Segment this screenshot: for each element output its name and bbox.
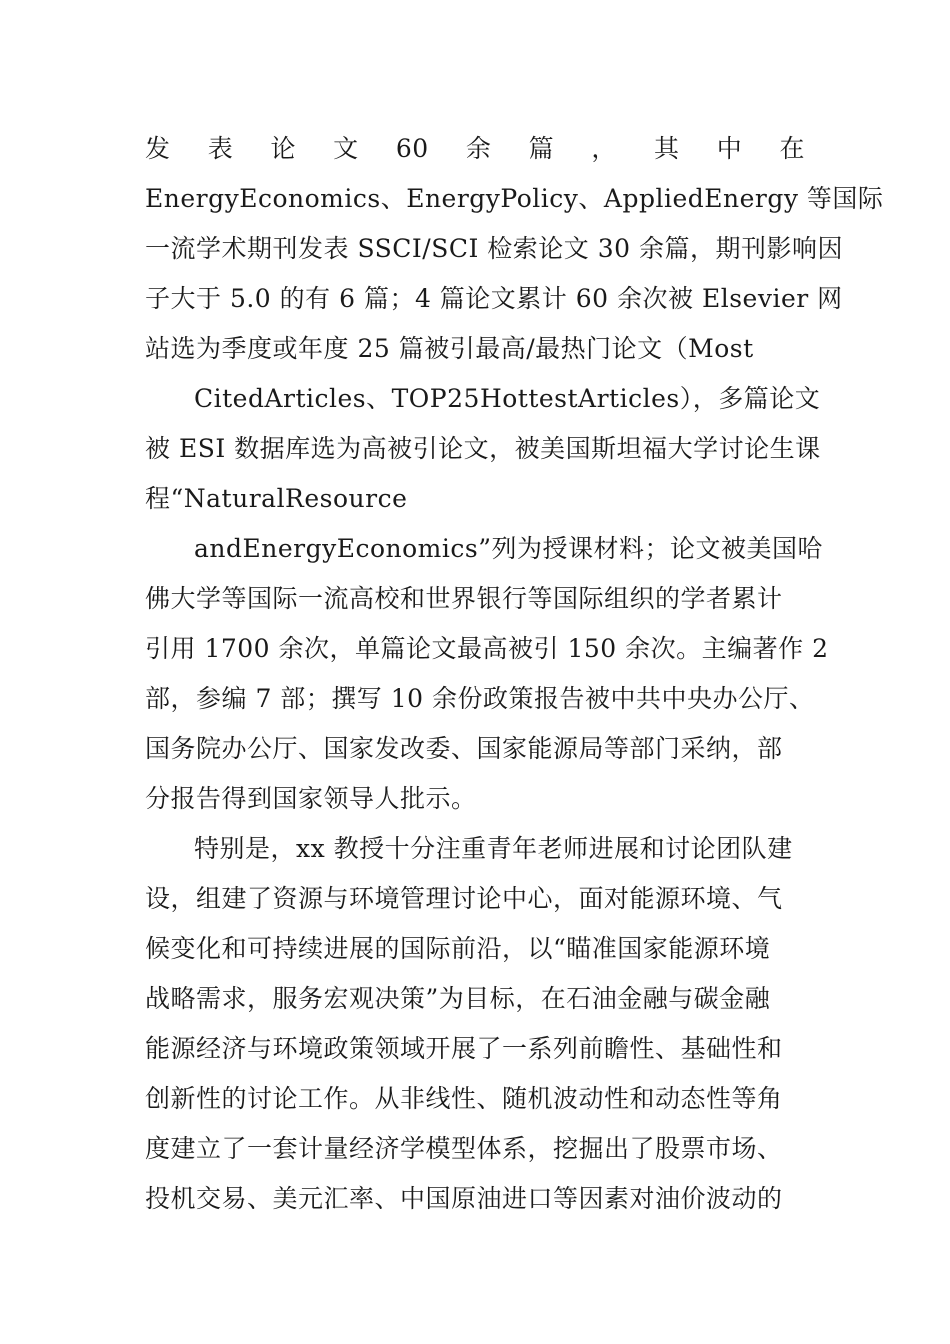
paragraph-line: 特别是，xx 教授十分注重青年老师进展和讨论团队建 xyxy=(194,834,793,863)
text-token: 表 xyxy=(207,134,234,163)
paragraph-line: CitedArticles、TOP25HottestArticles），多篇论文 xyxy=(194,384,821,413)
text-token: 余 xyxy=(465,134,492,163)
paragraph-line: 部，参编 7 部；撰写 10 余份政策报告被中共中央办公厅、 xyxy=(145,684,815,713)
text-token: 60 xyxy=(395,134,429,163)
paragraph-line: 战略需求，服务宏观决策”为目标，在石油金融与碳金融 xyxy=(145,984,771,1013)
paragraph-line: 国务院办公厅、国家发改委、国家能源局等部门采纳，部 xyxy=(145,734,783,763)
text-token: 其 xyxy=(654,134,680,163)
text-token: 篇 xyxy=(528,134,555,163)
paragraph-line: 佛大学等国际一流高校和世界银行等国际组织的学者累计 xyxy=(145,584,783,613)
paragraph-line: 设，组建了资源与环境管理讨论中心，面对能源环境、气 xyxy=(145,884,783,913)
text-token: 在 xyxy=(779,134,805,163)
text-token: 中 xyxy=(716,134,743,163)
paragraph-line: 候变化和可持续进展的国际前沿，以“瞄准国家能源环境 xyxy=(145,934,771,963)
paragraph-line: 站选为季度或年度 25 篇被引最高/最热门论文（Most xyxy=(145,334,754,363)
paragraph-line: 能源经济与环境政策领域开展了一系列前瞻性、基础性和 xyxy=(145,1034,783,1063)
paragraph-line: 引用 1700 余次，单篇论文最高被引 150 余次。主编著作 2 xyxy=(145,634,829,663)
paragraph-line: 投机交易、美元汇率、中国原油进口等因素对油价波动的 xyxy=(145,1184,783,1213)
paragraph-line: 程“NaturalResource xyxy=(145,484,408,513)
paragraph-line: 被 ESI 数据库选为高被引论文，被美国斯坦福大学讨论生课 xyxy=(145,434,821,463)
paragraph-line: 子大于 5.0 的有 6 篇；4 篇论文累计 60 余次被 Elsevier 网 xyxy=(145,284,843,313)
paragraph-line: 分报告得到国家领导人批示。 xyxy=(145,784,477,813)
paragraph-line xyxy=(145,133,805,165)
paragraph-line: 度建立了一套计量经济学模型体系，挖掘出了股票市场、 xyxy=(145,1134,783,1163)
text-token: 发 xyxy=(145,134,171,163)
paragraph-line: andEnergyEconomics”列为授课材料；论文被美国哈 xyxy=(194,534,824,563)
text-token: ， xyxy=(591,134,617,163)
paragraph-line: EnergyEconomics、EnergyPolicy、AppliedEnergy 等国际 xyxy=(145,184,884,213)
text-token: 论 xyxy=(270,134,296,163)
text-token: 文 xyxy=(333,134,359,163)
paragraph-line: 一流学术期刊发表 SSCI/SCI 检索论文 30 余篇，期刊影响因 xyxy=(145,234,843,263)
paragraph-line: 创新性的讨论工作。从非线性、随机波动性和动态性等角 xyxy=(145,1084,783,1113)
